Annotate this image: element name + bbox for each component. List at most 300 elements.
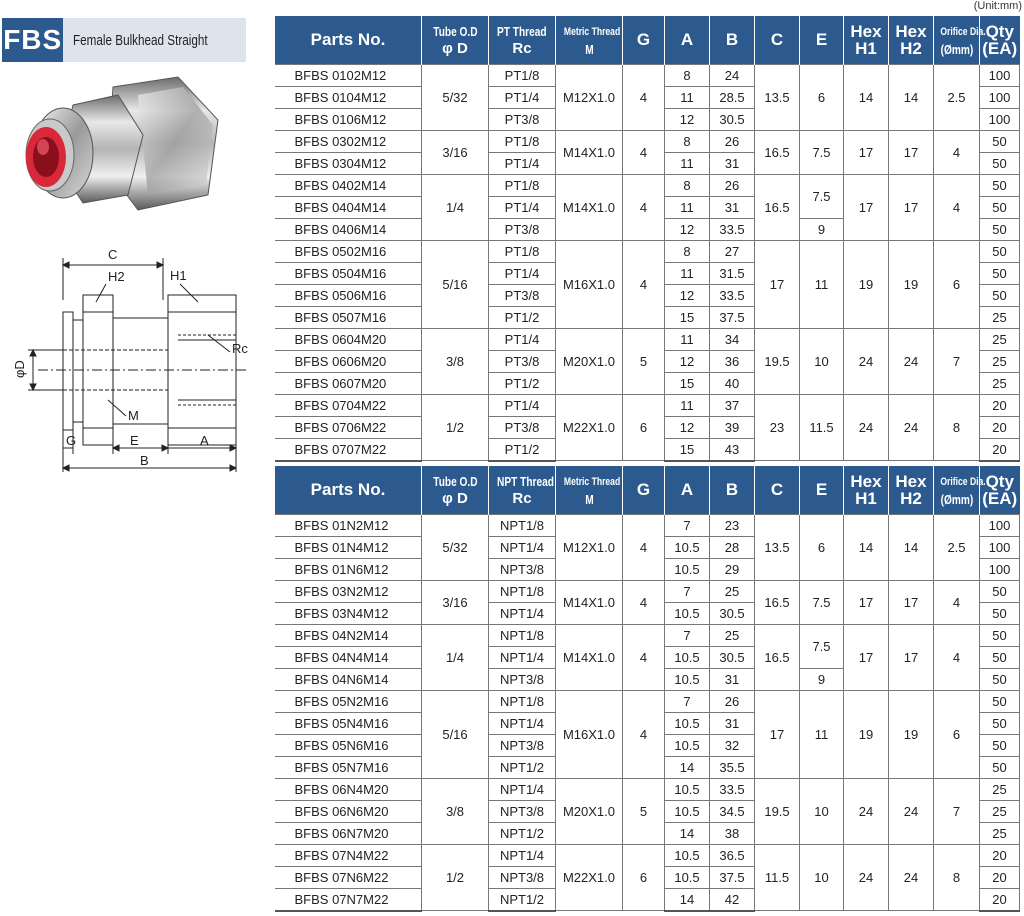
header-orifice-dia-symbol: (Ømm) — [940, 491, 973, 507]
dim-b: 43 — [710, 438, 755, 461]
dim-a: 12 — [665, 108, 710, 130]
dim-a: 11 — [665, 152, 710, 174]
hex-h2: 17 — [889, 580, 934, 624]
table-row — [275, 240, 1020, 262]
thread-size: PT3/8 — [489, 108, 556, 130]
header-tube-od-symbol: φ D — [442, 489, 468, 507]
header-thread — [489, 466, 556, 514]
dim-a: 7 — [665, 690, 710, 712]
header-orifice-dia — [934, 16, 986, 64]
header-e-label: E — [815, 30, 828, 50]
header-metric-thread — [556, 466, 623, 514]
dim-e: 6 — [800, 514, 844, 580]
part-number: BFBS 0406M14 — [275, 218, 422, 240]
thread-size: NPT1/2 — [489, 888, 556, 911]
hex-h1: 24 — [844, 328, 889, 394]
metric-thread: M22X1.0 — [556, 844, 623, 911]
hex-h2: 19 — [889, 240, 934, 328]
header-a-label: A — [680, 480, 694, 500]
thread-size: PT1/4 — [489, 86, 556, 108]
label-C: C — [108, 247, 118, 262]
orifice-dia: 4 — [934, 130, 980, 174]
orifice-dia: 2.5 — [934, 514, 980, 580]
part-number: BFBS 0706M22 — [275, 416, 422, 438]
dim-c: 16.5 — [755, 174, 800, 240]
header-tube-od — [422, 16, 489, 64]
thread-size: NPT1/8 — [489, 580, 556, 602]
dim-a: 7 — [665, 580, 710, 602]
part-number: BFBS 05N6M16 — [275, 734, 422, 756]
dim-c: 17 — [755, 240, 800, 328]
header-thread-symbol: Rc — [512, 39, 532, 57]
part-number: BFBS 01N6M12 — [275, 558, 422, 580]
dim-a: 10.5 — [665, 866, 710, 888]
quantity: 25 — [980, 350, 1020, 372]
header-orifice-dia-symbol: (Ømm) — [940, 41, 973, 57]
pt-thread-table — [274, 16, 1020, 462]
header-a — [665, 466, 710, 514]
npt-thread-table — [274, 466, 1020, 912]
dim-a: 11 — [665, 262, 710, 284]
dim-b: 23 — [710, 514, 755, 536]
hex-h1: 17 — [844, 130, 889, 174]
thread-size: NPT1/4 — [489, 712, 556, 734]
hex-h1: 19 — [844, 690, 889, 778]
hex-h2: 24 — [889, 328, 934, 394]
label-G: G — [66, 433, 77, 448]
label-D: φD — [12, 360, 27, 378]
quantity: 100 — [980, 108, 1020, 130]
part-number: BFBS 0402M14 — [275, 174, 422, 196]
dim-a: 14 — [665, 756, 710, 778]
orifice-dia: 8 — [934, 844, 980, 911]
dim-b: 28.5 — [710, 86, 755, 108]
dim-b: 42 — [710, 888, 755, 911]
dim-b: 34.5 — [710, 800, 755, 822]
thread-size: PT3/8 — [489, 284, 556, 306]
quantity: 50 — [980, 240, 1020, 262]
dim-a: 10.5 — [665, 602, 710, 624]
hex-h2: 24 — [889, 394, 934, 461]
hex-h1: 14 — [844, 64, 889, 130]
dim-a: 10.5 — [665, 712, 710, 734]
quantity: 25 — [980, 800, 1020, 822]
part-number: BFBS 0707M22 — [275, 438, 422, 461]
dim-g: 5 — [623, 328, 665, 394]
dim-e: 9 — [800, 218, 844, 240]
dim-b: 28 — [710, 536, 755, 558]
thread-size: PT3/8 — [489, 416, 556, 438]
quantity: 50 — [980, 690, 1020, 712]
tube-od: 3/8 — [422, 778, 489, 844]
table-row — [275, 514, 1020, 536]
dim-a: 10.5 — [665, 800, 710, 822]
dim-a: 8 — [665, 64, 710, 86]
hex-h1: 17 — [844, 580, 889, 624]
table-row — [275, 174, 1020, 196]
header-qty-label: Qty — [985, 471, 1014, 491]
quantity: 100 — [980, 558, 1020, 580]
dim-c: 11.5 — [755, 844, 800, 911]
dim-a: 8 — [665, 174, 710, 196]
quantity: 50 — [980, 624, 1020, 646]
part-number: BFBS 05N4M16 — [275, 712, 422, 734]
header-qty-symbol: (EA) — [982, 488, 1018, 508]
thread-size: NPT1/8 — [489, 690, 556, 712]
table-row — [275, 690, 1020, 712]
metric-thread: M14X1.0 — [556, 130, 623, 174]
header-hex-h1-symbol: H1 — [855, 38, 877, 58]
header-tube-od-label: Tube O.D — [432, 473, 478, 489]
quantity: 20 — [980, 888, 1020, 911]
thread-size: NPT1/4 — [489, 778, 556, 800]
thread-size: NPT1/2 — [489, 756, 556, 778]
quantity: 25 — [980, 306, 1020, 328]
dim-e: 7.5 — [800, 130, 844, 174]
header-thread — [489, 16, 556, 64]
dim-b: 39 — [710, 416, 755, 438]
header-orifice-dia-label: Orifice Dia. — [940, 475, 986, 488]
header-hex-h2-symbol: H2 — [900, 488, 922, 508]
header-row — [275, 16, 1020, 64]
dim-a: 11 — [665, 394, 710, 416]
dim-a: 12 — [665, 218, 710, 240]
metric-thread: M20X1.0 — [556, 778, 623, 844]
dim-c: 23 — [755, 394, 800, 461]
quantity: 50 — [980, 130, 1020, 152]
thread-size: NPT1/4 — [489, 844, 556, 866]
dim-b: 33.5 — [710, 778, 755, 800]
table-row — [275, 394, 1020, 416]
tube-od: 1/2 — [422, 394, 489, 461]
dim-b: 31 — [710, 712, 755, 734]
header-b — [710, 16, 755, 64]
metric-thread: M14X1.0 — [556, 624, 623, 690]
header-b-label: B — [725, 480, 739, 500]
part-number: BFBS 0607M20 — [275, 372, 422, 394]
dim-e: 10 — [800, 328, 844, 394]
label-E: E — [130, 433, 139, 448]
header-thread-label: NPT Thread — [497, 473, 554, 489]
hex-h2: 14 — [889, 514, 934, 580]
part-number: BFBS 04N4M14 — [275, 646, 422, 668]
thread-size: PT1/2 — [489, 372, 556, 394]
header-qty-label: Qty — [985, 21, 1014, 41]
metric-thread: M22X1.0 — [556, 394, 623, 461]
dim-g: 4 — [623, 240, 665, 328]
hex-h2: 17 — [889, 624, 934, 690]
tube-od: 1/4 — [422, 174, 489, 240]
quantity: 25 — [980, 822, 1020, 844]
table-row — [275, 844, 1020, 866]
header-hex-h1-symbol: H1 — [855, 488, 877, 508]
metric-thread: M12X1.0 — [556, 514, 623, 580]
dim-b: 31 — [710, 152, 755, 174]
header-parts-no-label: Parts No. — [310, 480, 386, 500]
dim-g: 4 — [623, 174, 665, 240]
header-b-label: B — [725, 30, 739, 50]
header-hex-h1-label: Hex — [850, 21, 882, 41]
dim-a: 15 — [665, 372, 710, 394]
unit-label: (Unit:mm) — [973, 0, 1022, 12]
part-number: BFBS 0604M20 — [275, 328, 422, 350]
quantity: 20 — [980, 416, 1020, 438]
thread-size: NPT1/8 — [489, 624, 556, 646]
dim-g: 4 — [623, 690, 665, 778]
header-e — [800, 466, 844, 514]
dim-b: 31.5 — [710, 262, 755, 284]
dim-b: 25 — [710, 580, 755, 602]
thread-size: PT1/8 — [489, 130, 556, 152]
dim-g: 5 — [623, 778, 665, 844]
quantity: 50 — [980, 174, 1020, 196]
metric-thread: M20X1.0 — [556, 328, 623, 394]
header-qty-symbol: (EA) — [982, 38, 1018, 58]
dim-g: 4 — [623, 64, 665, 130]
dim-b: 25 — [710, 624, 755, 646]
orifice-dia: 4 — [934, 174, 980, 240]
dim-b: 30.5 — [710, 602, 755, 624]
dim-a: 11 — [665, 328, 710, 350]
orifice-dia: 6 — [934, 240, 980, 328]
dim-c: 19.5 — [755, 778, 800, 844]
dim-c: 13.5 — [755, 64, 800, 130]
tube-od: 3/8 — [422, 328, 489, 394]
header-b — [710, 466, 755, 514]
hex-h2: 17 — [889, 174, 934, 240]
dim-a: 11 — [665, 196, 710, 218]
header-c — [755, 16, 800, 64]
part-number: BFBS 07N7M22 — [275, 888, 422, 911]
hex-h1: 19 — [844, 240, 889, 328]
header-hex-h2 — [889, 466, 934, 514]
table-row — [275, 624, 1020, 646]
product-name-box — [63, 18, 246, 62]
thread-size: PT1/2 — [489, 438, 556, 461]
dim-a: 15 — [665, 438, 710, 461]
metric-thread: M16X1.0 — [556, 690, 623, 778]
hex-h1: 14 — [844, 514, 889, 580]
hex-h2: 17 — [889, 130, 934, 174]
dim-g: 4 — [623, 514, 665, 580]
dim-b: 24 — [710, 64, 755, 86]
header-hex-h2-symbol: H2 — [900, 38, 922, 58]
dim-a: 7 — [665, 514, 710, 536]
part-number: BFBS 0106M12 — [275, 108, 422, 130]
dim-b: 31 — [710, 668, 755, 690]
quantity: 25 — [980, 372, 1020, 394]
dim-a: 10.5 — [665, 778, 710, 800]
dim-b: 37.5 — [710, 866, 755, 888]
quantity: 50 — [980, 668, 1020, 690]
thread-size: PT1/4 — [489, 328, 556, 350]
dim-b: 26 — [710, 130, 755, 152]
dim-c: 16.5 — [755, 624, 800, 690]
hex-h1: 24 — [844, 844, 889, 911]
thread-size: PT1/4 — [489, 262, 556, 284]
quantity: 100 — [980, 64, 1020, 86]
dim-a: 14 — [665, 888, 710, 911]
header-hex-h1 — [844, 466, 889, 514]
thread-size: NPT1/8 — [489, 514, 556, 536]
dim-b: 35.5 — [710, 756, 755, 778]
product-code: FBS — [2, 18, 63, 62]
header-orifice-dia-label: Orifice Dia. — [940, 25, 986, 38]
orifice-dia: 6 — [934, 690, 980, 778]
header-row — [275, 466, 1020, 514]
dim-e: 11 — [800, 240, 844, 328]
quantity: 50 — [980, 602, 1020, 624]
thread-size: PT1/8 — [489, 174, 556, 196]
hex-h1: 17 — [844, 174, 889, 240]
dim-b: 37 — [710, 394, 755, 416]
label-M: M — [128, 408, 139, 423]
dim-g: 4 — [623, 624, 665, 690]
dim-b: 36 — [710, 350, 755, 372]
header-c-label: C — [770, 480, 784, 500]
table-row — [275, 328, 1020, 350]
thread-size: NPT1/2 — [489, 822, 556, 844]
part-number: BFBS 0506M16 — [275, 284, 422, 306]
hex-h1: 24 — [844, 394, 889, 461]
header-tube-od-label: Tube O.D — [432, 23, 478, 39]
tube-od: 1/2 — [422, 844, 489, 911]
table-row — [275, 130, 1020, 152]
dim-a: 15 — [665, 306, 710, 328]
header-parts-no-label: Parts No. — [310, 30, 386, 50]
dim-b: 31 — [710, 196, 755, 218]
quantity: 50 — [980, 262, 1020, 284]
quantity: 50 — [980, 580, 1020, 602]
dim-b: 40 — [710, 372, 755, 394]
header-metric-thread-label: Metric Thread — [563, 475, 621, 488]
quantity: 100 — [980, 86, 1020, 108]
header-tube-od — [422, 466, 489, 514]
quantity: 100 — [980, 536, 1020, 558]
part-number: BFBS 0104M12 — [275, 86, 422, 108]
quantity: 50 — [980, 756, 1020, 778]
dim-b: 26 — [710, 690, 755, 712]
dim-a: 10.5 — [665, 536, 710, 558]
quantity: 20 — [980, 438, 1020, 461]
red-release-collet — [26, 127, 66, 187]
tube-od: 3/16 — [422, 130, 489, 174]
quantity: 50 — [980, 152, 1020, 174]
dim-b: 29 — [710, 558, 755, 580]
header-g — [623, 466, 665, 514]
tube-od: 3/16 — [422, 580, 489, 624]
thread-size: NPT3/8 — [489, 866, 556, 888]
part-number: BFBS 0606M20 — [275, 350, 422, 372]
header-orifice-dia — [934, 466, 986, 514]
product-title-bar — [2, 18, 246, 62]
orifice-dia: 4 — [934, 624, 980, 690]
dim-b: 36.5 — [710, 844, 755, 866]
header-a-label: A — [680, 30, 694, 50]
metric-thread: M14X1.0 — [556, 174, 623, 240]
part-number: BFBS 04N6M14 — [275, 668, 422, 690]
part-number: BFBS 06N7M20 — [275, 822, 422, 844]
quantity: 50 — [980, 712, 1020, 734]
part-number: BFBS 01N2M12 — [275, 514, 422, 536]
dim-e: 9 — [800, 668, 844, 690]
header-e — [800, 16, 844, 64]
header-hex-h2-label: Hex — [895, 471, 927, 491]
header-hex-h1-label: Hex — [850, 471, 882, 491]
part-number: BFBS 05N7M16 — [275, 756, 422, 778]
part-number: BFBS 03N2M12 — [275, 580, 422, 602]
quantity: 25 — [980, 328, 1020, 350]
header-metric-thread-symbol: M — [584, 491, 594, 507]
dim-c: 17 — [755, 690, 800, 778]
dim-g: 4 — [623, 580, 665, 624]
dim-e: 10 — [800, 844, 844, 911]
header-thread-symbol: Rc — [512, 489, 532, 507]
header-g-label: G — [636, 30, 651, 50]
label-Rc: Rc — [232, 341, 248, 356]
tube-od: 5/16 — [422, 240, 489, 328]
header-thread-label: PT Thread — [497, 23, 547, 39]
dim-b: 30.5 — [710, 108, 755, 130]
hex-h2: 24 — [889, 778, 934, 844]
header-c-label: C — [770, 30, 784, 50]
dim-a: 10.5 — [665, 734, 710, 756]
label-B: B — [140, 453, 149, 468]
header-a — [665, 16, 710, 64]
dim-a: 7 — [665, 624, 710, 646]
quantity: 20 — [980, 844, 1020, 866]
dim-e: 11.5 — [800, 394, 844, 461]
dim-a: 10.5 — [665, 558, 710, 580]
thread-size: PT1/4 — [489, 152, 556, 174]
thread-size: NPT3/8 — [489, 734, 556, 756]
part-number: BFBS 01N4M12 — [275, 536, 422, 558]
thread-size: PT1/8 — [489, 64, 556, 86]
dim-c: 16.5 — [755, 130, 800, 174]
dim-b: 37.5 — [710, 306, 755, 328]
table-row — [275, 778, 1020, 800]
dim-a: 10.5 — [665, 668, 710, 690]
dim-g: 4 — [623, 130, 665, 174]
dim-c: 16.5 — [755, 580, 800, 624]
dim-a: 8 — [665, 240, 710, 262]
quantity: 100 — [980, 514, 1020, 536]
header-tube-od-symbol: φ D — [442, 39, 468, 57]
part-number: BFBS 07N4M22 — [275, 844, 422, 866]
hex-h2: 14 — [889, 64, 934, 130]
part-number: BFBS 0502M16 — [275, 240, 422, 262]
dim-e: 7.5 — [800, 624, 844, 668]
tube-od: 5/16 — [422, 690, 489, 778]
hex-h1: 17 — [844, 624, 889, 690]
part-number: BFBS 0704M22 — [275, 394, 422, 416]
part-number: BFBS 06N6M20 — [275, 800, 422, 822]
label-H2: H2 — [108, 269, 125, 284]
thread-size: PT3/8 — [489, 218, 556, 240]
quantity: 50 — [980, 218, 1020, 240]
part-number: BFBS 06N4M20 — [275, 778, 422, 800]
dim-g: 6 — [623, 394, 665, 461]
part-number: BFBS 04N2M14 — [275, 624, 422, 646]
dim-b: 32 — [710, 734, 755, 756]
hex-h1: 24 — [844, 778, 889, 844]
quantity: 25 — [980, 778, 1020, 800]
tube-od: 1/4 — [422, 624, 489, 690]
header-parts-no — [275, 466, 422, 514]
label-A: A — [200, 433, 209, 448]
orifice-dia: 7 — [934, 328, 980, 394]
header-e-label: E — [815, 480, 828, 500]
